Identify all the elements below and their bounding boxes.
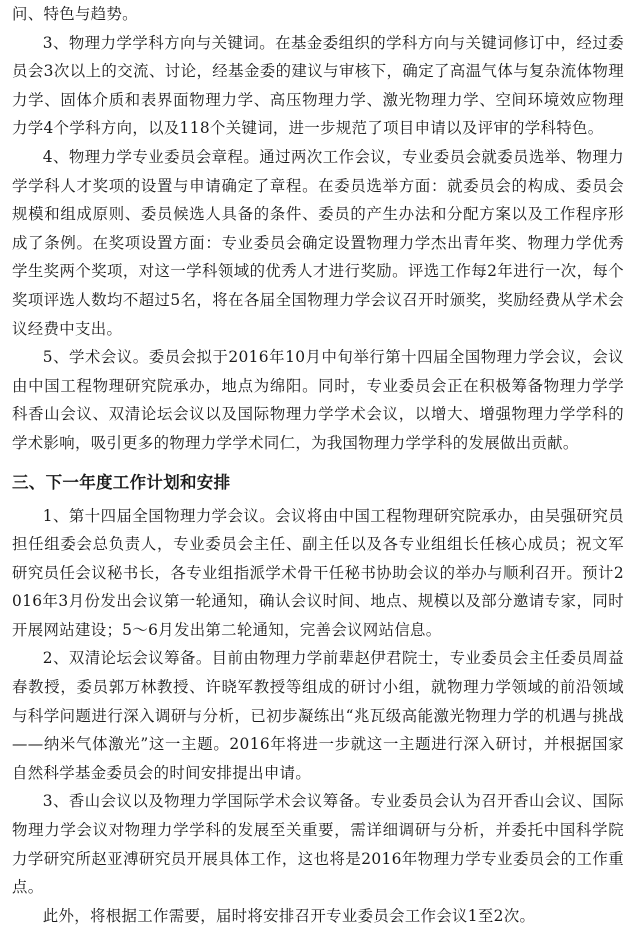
- paragraphs-top: [12, 0, 624, 458]
- document-page: [12, 0, 624, 930]
- paragraphs-bottom: [12, 502, 624, 930]
- paragraph-1: 3、物理力学学科方向与关键词。在基金委组织的学科方向与关键词修订中，经过委员会3次以上的交流、讨论，经基金委的建议与审核下，确定了高温气体与复杂流体物理力学、固体介质和表界面物理力学、高压物理力学、激光物理力学、空间环境效应物理力学4个学科方向，以及118个关键词，进一步规范了项目申请以及评审的学科特色。: [12, 29, 624, 143]
- paragraph-7: 此外，将根据工作需要，届时将安排召开专业委员会工作会议1至2次。: [12, 902, 624, 930]
- paragraph-3: 5、学术会议。委员会拟于2016年10月中旬举行第十四届全国物理力学会议，会议由中国工程物理研究院承办，地点为绵阳。同时，专业委员会正在积极筹备物理力学学科香山会议、双清论坛会议以及国际物理力学学术会议，以增大、增强物理力学学科的学术影响，吸引更多的物理力学学术同仁，为我国物理力学学科的发展做出贡献。: [12, 343, 624, 457]
- paragraph-4: 1、第十四届全国物理力学会议。会议将由中国工程物理研究院承办，由吴强研究员担任组委会总负责人，专业委员会主任、副主任以及各专业组组长任核心成员；祝文军研究员任会议秘书长，各专业组指派学术骨干任秘书协助会议的举办与顺利召开。预计2016年3月份发出会议第一轮通知，确认会议时间、地点、规模以及部分邀请专家，同时开展网站建设；5～6月发出第二轮通知，完善会议网站信息。: [12, 502, 624, 645]
- paragraph-6: 3、香山会议以及物理力学国际学术会议筹备。专业委员会认为召开香山会议、国际物理力学会议对物理力学学科的发展至关重要，需详细调研与分析，并委托中国科学院力学研究所赵亚溥研究员开展具体工作，这也将是2016年物理力学专业委员会的工作重点。: [12, 787, 624, 901]
- paragraph-5: 2、双清论坛会议筹备。目前由物理力学前辈赵伊君院士，专业委员会主任委员周益春教授，委员郭万林教授、许晓军教授等组成的研讨小组，就物理力学领域的前沿领域与科学问题进行深入调研与分析，已初步凝练出“兆瓦级高能激光物理力学的机遇与挑战——纳米气体激光”这一主题。2016年将进一步就这一主题进行深入研讨，并根据国家自然科学基金委员会的时间安排提出申请。: [12, 644, 624, 787]
- paragraph-0: 问、特色与趋势。: [12, 0, 624, 29]
- paragraph-2: 4、物理力学专业委员会章程。通过两次工作会议，专业委员会就委员选举、物理力学学科人才奖项的设置与申请确定了章程。在委员选举方面：就委员会的构成、委员会规模和组成原则、委员候选人具备的条件、委员的产生办法和分配方案以及工作程序形成了条例。在奖项设置方面：专业委员会确定设置物理力学杰出青年奖、物理力学优秀学生奖两个奖项，对这一学科领域的优秀人才进行奖励。评选工作每2年进行一次，每个奖项评选人数均不超过5名，将在各届全国物理力学会议召开时颁奖，奖励经费从学术会议经费中支出。: [12, 143, 624, 343]
- section-heading: 三、下一年度工作计划和安排: [12, 470, 624, 496]
